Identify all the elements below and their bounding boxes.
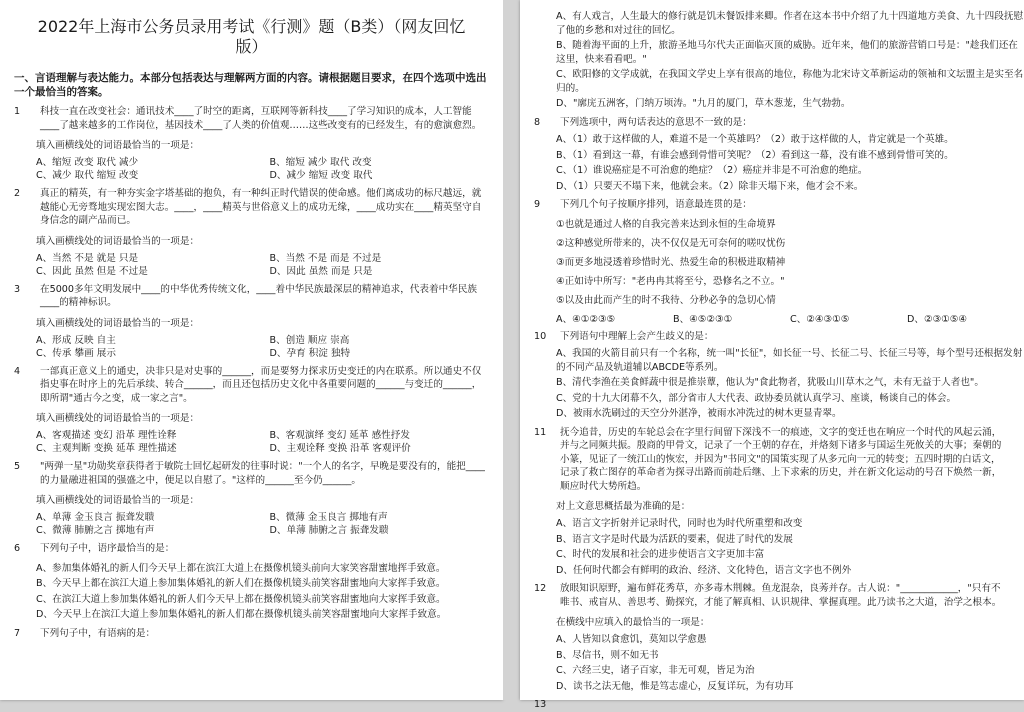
options <box>556 313 1024 326</box>
option-b: B、④⑤②③① <box>673 313 733 325</box>
question-text: 下列句子中，有语病的是： <box>40 627 156 639</box>
question-text: 下列句子中，语序最恰当的是： <box>40 543 175 554</box>
question-11 <box>534 426 1010 494</box>
question-number: 6 <box>14 543 21 554</box>
options <box>556 133 1024 193</box>
question-text: 科技一直在改变社会：通讯技术____了时空的距离，互联网等新科技____了学习知识的成本，人工智能____了越来越多的工作岗位，基因技术____了人类的价值观……这些改变有的已经发生，有的愈演愈烈。 <box>40 106 482 131</box>
question-prompt: 填入画横线处的词语最恰当的一项是： <box>36 495 200 506</box>
question-text: 在5000多年文明发展中____的中华优秀传统文化，____着中华民族最深层的精神追求，代表着中华民族____的精神标识。 <box>40 283 477 308</box>
option-b: B、尽信书，则不如无书 <box>556 649 659 661</box>
options <box>556 633 1024 693</box>
option-b: B、（1）看到这一幕，有谁会感到骨惜可笑呢？（2）看到这一幕，没有谁不感到骨惜可笑的。 <box>556 149 954 161</box>
question-5 <box>14 460 489 487</box>
options <box>36 334 503 360</box>
question-prompt: 填入画横线处的词语最恰当的一项是： <box>36 140 200 151</box>
option-d: D、被雨水洗刷过的天空分外湛净，被雨水冲洗过的树木更显青翠。 <box>556 408 842 419</box>
question-text: 下列几个句子按顺序排列，语意最连贯的是： <box>560 199 752 210</box>
option-d: D、今天早上在滨江大道上参加集体婚礼的新人们都在摄像机镜头前笑容甜蜜地向大家挥手致意。 <box>36 609 447 620</box>
question-prompt: 填入画横线处的词语最恰当的一项是： <box>36 317 200 329</box>
option-d: D、因此 虽然 而是 只是 <box>269 265 373 277</box>
question-1 <box>14 105 489 132</box>
question-8 <box>534 116 1010 130</box>
question-text: 放眼知识原野，遍布鲜花秀草，亦多毒木荆棘。鱼龙混杂，良莠并存。古人说："____________，"只有不唯书、戒盲从、善思考、勤探究，才能了解真相、认识规律、掌握真理。此乃读书之大道，治学之根本。 <box>560 583 1002 608</box>
question-prompt: 填入画横线处的词语最恰当的一项是： <box>36 235 200 247</box>
question-prompt: 对上文意思概括最为准确的是： <box>556 501 691 512</box>
question-4 <box>14 365 489 406</box>
option-a: A、有人戏言，人生最大的修行就是饥未餐饭排来卿。作者在这本书中介绍了九十四道地方美食、九十四段抚慰了他的乡愁和对过往的回忆。 <box>556 11 1024 36</box>
option-b: B、客观演绎 变幻 延革 感性抒发 <box>269 430 410 441</box>
option-d: D、单薄 肺腑之言 振聋发聩 <box>269 525 389 536</box>
option-d: D、读书之法无他，惟是笃志虚心，反复详玩，为有功耳 <box>556 680 794 692</box>
options <box>556 517 1024 577</box>
statement-4: ④正如诗中所写："老冉冉其将至兮，恐修名之不立。" <box>556 275 785 287</box>
question-text: "两弹一星"功勋奖章获得者于敏院士回忆起研发的往事时说："一个人的名字，早晚是要没有的，能把____的力量融进祖国的强盛之中，便足以自慰了。"这样的______至今仍______。 <box>40 461 485 486</box>
option-d: D、任何时代都会有鲜明的政治、经济、文化特色，语言文字也不例外 <box>556 564 852 576</box>
option-d: D、主观诠释 变换 沿革 客观评价 <box>269 443 411 454</box>
question-number: 2 <box>14 188 21 199</box>
option-c: C、主观判断 变换 延革 理性描述 <box>36 443 177 454</box>
options <box>556 347 1024 421</box>
option-c: C、因此 虽然 但是 不过是 <box>36 265 148 277</box>
question-number: 7 <box>14 627 21 639</box>
question-text: 下列选项中，两句话表达的意思不一致的是： <box>560 116 752 128</box>
option-d: D、孕育 积淀 独特 <box>269 347 351 359</box>
option-c: C、在滨江大道上参加集体婚礼的新人们今天早上都在摄像机镜头前笑容甜蜜地向大家挥手致意。 <box>36 593 446 605</box>
question-6 <box>14 542 489 556</box>
statement-5: ⑤以及由此而产生的时不我待、分秒必争的急切心情 <box>556 294 776 306</box>
question-9 <box>534 198 1010 212</box>
question-number: 1 <box>14 106 21 117</box>
question-text: 一部真正意义上的通史，决非只是对史事的______，而是要努力探求历史变迁的内在联系。所以通史不仅指史事在时序上的先后承续、转合______，而且还包括历史文化中各重要问题的______与变迁的______，即所谓"通古今之变，成一家之言"。 <box>40 365 482 404</box>
option-c: C、党的十九大闭幕不久，部分省市人大代表、政协委员就认真学习、座谈，畅谈自己的体会。 <box>556 392 957 404</box>
question-7-options <box>556 10 1024 111</box>
question-prompt: 填入画横线处的词语最恰当的一项是： <box>36 413 200 424</box>
question-3 <box>14 283 489 310</box>
option-a: A、单薄 金玉良言 振聋发聩 <box>36 512 155 523</box>
statement-2: ②这种感觉所带来的，决不仅仅是无可奈何的嗟叹忧伤 <box>556 237 786 249</box>
option-b: B、随着海平面的上升，旅游圣地马尔代夫正面临灭顶的威胁。近年来，他们的旅游营销口号是："趁我们还在这里，快来看看吧。" <box>556 40 1018 65</box>
question-number: 12 <box>534 583 547 594</box>
question-number: 9 <box>534 199 541 210</box>
statement-3: ③而更多地浸透着珍惜时光、热爱生命的积极进取精神 <box>556 256 786 268</box>
question-12 <box>534 582 1010 609</box>
section-heading: 一、言语理解与表达能力。本部分包括表达与理解两方面的内容。请根据题目要求，在四个选项中选出一个最恰当的答案。 <box>14 72 487 98</box>
option-c: C、传承 攀画 展示 <box>36 347 116 359</box>
option-d: D、"廓庑五洲客，门纳万顷涛。"九月的厦门，草木葱茏，生气勃勃。 <box>556 98 851 109</box>
question-prompt: 在横线中应填入的最恰当的一项是： <box>556 617 710 628</box>
options <box>36 156 503 182</box>
question-number: 3 <box>14 283 21 295</box>
options <box>36 562 503 622</box>
document-title: 2022年上海市公务员录用考试《行测》题（B类）（网友回忆版） <box>37 17 466 56</box>
option-b: B、创造 顺应 崇高 <box>269 334 350 346</box>
question-number: 4 <box>14 365 21 377</box>
option-b: B、微薄 金玉良言 掷地有声 <box>269 512 388 523</box>
question-7 <box>14 627 489 641</box>
option-a: A、参加集体婚礼的新人们今天早上都在滨江大道上在摄像机镜头前向大家笑容甜蜜地挥手致意。 <box>36 562 446 574</box>
statement-1: ①也就是通过人格的自我完善来达到永恒的生命境界 <box>556 218 776 230</box>
question-text: 下列语句中理解上会产生歧义的是： <box>560 330 714 342</box>
option-a: A、（1）敢于这样做的人，难道不是一个英雄吗？（2）敢于这样做的人，肯定就是一个英雄。 <box>556 134 954 145</box>
option-c: C、②④③①⑤ <box>790 313 850 325</box>
options <box>36 252 503 278</box>
option-c: C、微薄 肺腑之言 掷地有声 <box>36 525 155 536</box>
question-text: 真正的精英，有一种夯实金字塔基础的抱负，有一种纠正时代错误的使命感。他们离成功的标尺越远，就越能心无旁骛地实现宏图大志。____，____精英与世俗意义上的成功无缘，____成功实在____精英坚守自身信念的副产品而已。 <box>40 188 482 226</box>
option-a: A、当然 不是 就是 只是 <box>36 252 139 264</box>
option-b: B、今天早上都在滨江大道上参加集体婚礼的新人们在摄像机镜头前笑容甜蜜地向大家挥手致意。 <box>36 578 446 589</box>
statement-lines <box>520 218 1024 307</box>
option-c: C、时代的发展和社会的进步使语言文字更加丰富 <box>556 549 765 560</box>
document-page-right <box>520 0 1024 710</box>
option-b: B、缩短 减少 取代 改变 <box>269 157 372 168</box>
option-c: C、减少 取代 缩短 改变 <box>36 170 139 181</box>
question-number: 8 <box>534 116 541 128</box>
question-2 <box>14 187 489 228</box>
option-a: A、人皆知以食愈饥，莫知以学愈愚 <box>556 634 707 645</box>
document-page-left <box>0 0 503 700</box>
question-number: 5 <box>14 461 21 472</box>
option-c: C、六经三史，诸子百家，非无可观，皆足为治 <box>556 665 755 676</box>
option-a: A、④①②③⑤ <box>556 313 616 325</box>
option-d: D、（1）只要天不塌下来，他就会来。（2）除非天塌下来，他才会不来。 <box>556 180 864 192</box>
question-text: 抚今追昔，历史的车轮总会在字里行间留下深浅不一的痕迹，文字的变迁也在响应一个时代的风起云涌，并与之同频共振。殷商的甲骨文，记录了一个王朝的存在，并烙刻下诸多与国运生死攸关的大事；秦朝的小篆，见证了一统江山的恢宏，并因为"书同文"的国策实现了从多元向一元的转变；五四时期的白话文，记录了救亡图存的革命者为探寻出路而前赴后继、上下求索的历史，并在新文化运动的号召下焕然一新，顺应时代大势所趋。 <box>560 426 1002 492</box>
question-10 <box>534 330 1010 344</box>
option-a: A、形成 反映 自主 <box>36 334 116 346</box>
option-c: C、（1）谁说癌症是不可治愈的绝症？（2）癌症并非是不可治愈的绝症。 <box>556 165 868 176</box>
option-a: A、缩短 改变 取代 减少 <box>36 157 139 168</box>
option-b: B、语言文字是时代最为活跃的要素，促进了时代的发展 <box>556 533 793 545</box>
option-b: B、清代李渔在美食鲜蔬中很是推崇蕈，他认为"食此物者，犹吸山川草木之气，未有无益于人者也"。 <box>556 377 984 388</box>
option-a: A、我国的火箭目前只有一个名称，统一叫"长征"，如长征一号、长征二号、长征三号等，每个型号还根据发射的不同产品及轨道辅以ABCDE等系列。 <box>556 348 1023 373</box>
option-a: A、客观描述 变幻 沿革 理性诠释 <box>36 430 177 441</box>
options <box>36 511 503 537</box>
option-a: A、语言文字折射并记录时代，同时也为时代所重塑和改变 <box>556 518 803 529</box>
option-d: D、减少 缩短 改变 取代 <box>269 170 373 181</box>
page-gutter <box>503 0 520 700</box>
question-number: 11 <box>534 426 547 438</box>
options <box>36 429 503 455</box>
question-number: 10 <box>534 330 547 342</box>
option-c: C、欧阳修的文学成就，在我国文学史上享有很高的地位，称他为北宋诗文革新运动的领袖和文坛盟主是实至名归的。 <box>556 69 1024 94</box>
option-d: D、②③①⑤④ <box>907 313 967 325</box>
option-b: B、当然 不是 而是 不过是 <box>269 252 382 264</box>
question-number: 13 <box>534 699 547 710</box>
